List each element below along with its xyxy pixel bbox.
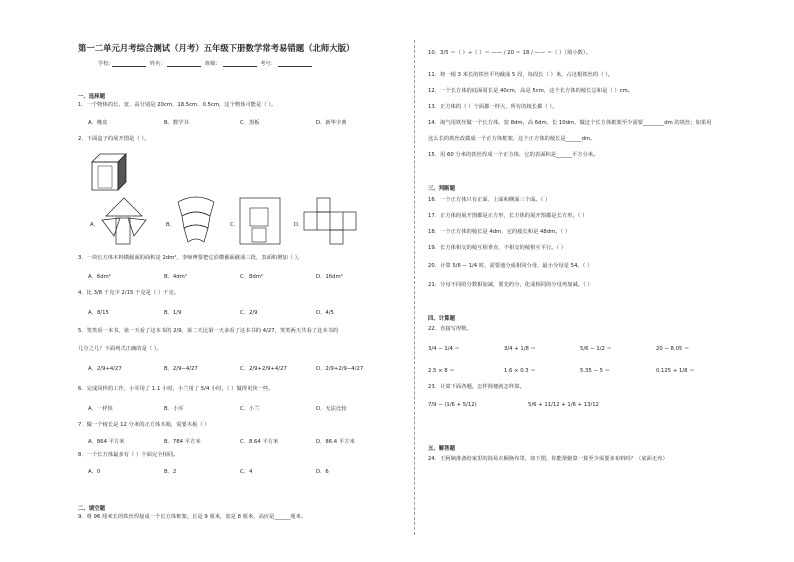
option-b[interactable]: B．784 平方米	[164, 439, 201, 445]
question-7-options	[88, 437, 392, 445]
option-b[interactable]: B．4dm²	[164, 274, 187, 280]
question-14-line2: 这么长的铁丝改做成一个正方体框架，这个正方体的棱长是______dm。	[428, 136, 596, 142]
calc-item: 2.5 × 8 ＝	[428, 368, 455, 374]
calc-item: 1.6 × 0.3 ＝	[504, 368, 536, 374]
option-c[interactable]: C．8dm²	[240, 274, 264, 280]
question-12: 12．一个长方体的底面周长是 40cm，高是 5cm，这个长方体的棱长总和是（ ）cm。	[428, 88, 634, 94]
question-11: 11．将一根 3 米长的铁丝平均截成 5 段，每段长（ ）米，占这根铁丝的（ ）。	[428, 72, 614, 78]
option-d[interactable]: D．4/5	[316, 310, 334, 316]
option-b[interactable]: B．1/9	[164, 310, 182, 316]
q22-row-1	[428, 344, 732, 352]
calc-item: 7/9 − (1/6 + 5/12)	[428, 402, 477, 408]
net-a-figure	[100, 196, 148, 246]
option-d[interactable]: D．6	[316, 469, 329, 475]
question-23: 23．计算下面各题，怎样简便就怎样算。	[428, 384, 525, 390]
calc-item: 3/4 + 1/8 ＝	[504, 346, 536, 352]
school-label: 学校:	[98, 61, 111, 67]
question-4: 4．比 3/8 千克少 2/15 千克是（ ）千克。	[78, 290, 180, 296]
option-a[interactable]: A．2/9+4/27	[88, 366, 122, 372]
option-a[interactable]: A．864 平方米	[88, 439, 125, 445]
option-a[interactable]: A．8/15	[88, 310, 109, 316]
question-7: 7．做一个棱长是 12 分米的正方体木箱，需要木板（ ）	[78, 422, 210, 428]
q23-items	[428, 402, 668, 408]
option-d[interactable]: D．新华字典	[316, 120, 347, 126]
name-label: 姓名：	[149, 61, 166, 67]
page-title: 第一二单元月考综合测试（月考）五年级下册数学常考易错题（北师大版）	[78, 43, 355, 53]
section-answer: 五、解答题	[428, 446, 455, 452]
exam-number-label: 考号：	[260, 61, 276, 67]
question-17: 17．正方体的展开图都是正方形，长方体的展开图都是长方形。（ ）	[428, 213, 588, 219]
question-6-options	[88, 404, 392, 412]
box-figure	[88, 150, 128, 194]
net-d-figure	[302, 196, 358, 246]
q2-option-d-label[interactable]: D．	[294, 222, 304, 228]
question-6: 6．完成同样的工作，小军用了 1.1 小时，小兰用了 5/4 小时，（ ）做得更快一些。	[78, 386, 274, 392]
option-a[interactable]: A．一样快	[88, 406, 113, 412]
option-c[interactable]: C．2/9+2/9+4/27	[240, 366, 287, 372]
section-judge: 三、判断题	[428, 186, 455, 192]
option-c[interactable]: C．4	[240, 469, 253, 475]
class-label: 班级：	[205, 61, 221, 67]
option-b[interactable]: B．数学书	[164, 120, 189, 126]
option-b[interactable]: B．2	[164, 469, 177, 475]
question-18: 18．一个正方体的棱长是 4dm，它的棱长和是 48dm。（ ）	[428, 229, 571, 235]
question-10: 10．3/5 ＝（ ）÷（ ）＝ —— / 20 ＝ 18 / —— ＝（ ）（填小数）。	[428, 50, 591, 56]
option-a[interactable]: A．6dm²	[88, 274, 111, 280]
q2-option-a-label[interactable]: A．	[90, 222, 99, 228]
calc-item: 5/6 + 11/12 + 1/6 + 13/12	[528, 402, 599, 408]
option-a[interactable]: A．橡皮	[88, 120, 108, 126]
question-5-options	[88, 364, 392, 372]
calc-item: 0.125 + 1/8 ＝	[656, 368, 695, 374]
question-22: 22．直接写得数。	[428, 326, 472, 332]
class-blank[interactable]	[223, 61, 257, 67]
question-14-line1: 14．淘气用铁丝做一个长方体，宽 8dm，高 6dm，长 10dm，做这个长方体框架至少需要________dm 的铁丝；如果用	[428, 120, 712, 126]
option-b[interactable]: B．小军	[164, 406, 184, 412]
option-b[interactable]: B．2/9−4/27	[164, 366, 198, 372]
column-divider	[414, 40, 415, 535]
q22-row-2	[428, 366, 732, 374]
question-15: 15．用 60 分米的铁丝焊成一个正方体，它的表面积是______平方分米。	[428, 152, 599, 158]
question-24: 24．王阿姨准备给家里的简易衣橱换布罩，如下图，你能帮她算一算至少需要多布料吗？（底面无布）	[428, 456, 668, 462]
net-c-figure	[238, 196, 282, 246]
calc-item: 20 − 8.05 ＝	[656, 346, 690, 352]
student-info-line	[98, 60, 314, 67]
option-d[interactable]: D．86.4 平方米	[316, 439, 355, 445]
q2-option-b-label[interactable]: B．	[166, 222, 175, 228]
name-blank[interactable]	[167, 61, 201, 67]
option-d[interactable]: D．2/9+2/9−4/27	[316, 366, 364, 372]
option-d[interactable]: D．无法比较	[316, 406, 347, 412]
question-8-options	[88, 467, 392, 475]
question-4-options	[88, 308, 392, 316]
net-b-figure	[174, 194, 218, 246]
option-c[interactable]: C．黑板	[240, 120, 260, 126]
question-16: 16．一个正方体只有正面、上面和侧面三个面。（ ）	[428, 197, 551, 203]
question-3: 3．一块长方体木料横截面的面积是 2dm²，李师傅要把它沿横截面截成三段，表面积增加（ ）。	[78, 255, 303, 261]
question-9: 9．将 96 厘米长的铁丝焊接成一个长方体框架，长是 9 厘米，宽是 8 厘米，高应是______厘米。	[78, 514, 307, 520]
question-5-line2: 几分之几？下面列式正确的是（ ）。	[78, 346, 162, 352]
q2-option-c-label[interactable]: C．	[230, 222, 239, 228]
option-c[interactable]: C．小兰	[240, 406, 260, 412]
exam-number-blank[interactable]	[278, 61, 312, 67]
school-blank[interactable]	[112, 61, 146, 67]
section-calc: 四、计算题	[428, 316, 455, 322]
question-3-options	[88, 272, 392, 280]
option-c[interactable]: C．8.64 平方米	[240, 439, 279, 445]
question-13: 13．正方体的（ ）个面都一样大，所有的棱长都（ ）。	[428, 104, 558, 110]
section-choice: 一、选择题	[78, 94, 105, 100]
option-a[interactable]: A．0	[88, 469, 101, 475]
question-1: 1．一个物体的长、宽、高分别是 20cm、18.5cm、0.5cm，这个物体可能是（ ）。	[78, 102, 277, 108]
calc-item: 3/4 − 1/4 ＝	[428, 346, 460, 352]
section-fill: 二、填空题	[78, 506, 105, 512]
calc-item: 5.35 − 5 ＝	[580, 368, 610, 374]
option-d[interactable]: D．16dm²	[316, 274, 343, 280]
question-8: 8．一个长方体最多有（ ）个面完全相同。	[78, 452, 179, 458]
question-2: 2．下面盒子的展开图是（ ）。	[78, 136, 150, 142]
question-5-line1: 5．笑笑看一本书，第一天看了这本书的 2/9，第二天比第一天多看了这本书的 4/27，笑笑两天共看了这本书的	[78, 328, 339, 334]
question-1-options	[88, 118, 392, 126]
question-20: 20．计算 5/6 − 1/4 时，需要通分成相同分母，最小分母是 54。（ ）	[428, 263, 593, 269]
question-19: 19．长方体相交的棱互相垂直，不相交的棱相互平行。（ ）	[428, 245, 567, 251]
option-c[interactable]: C．2/9	[240, 310, 258, 316]
question-21: 21．分母不同的分数相加减，要先约分，化成相同的分母再加减。（ ）	[428, 282, 593, 288]
calc-item: 5/6 − 1/2 ＝	[580, 346, 612, 352]
